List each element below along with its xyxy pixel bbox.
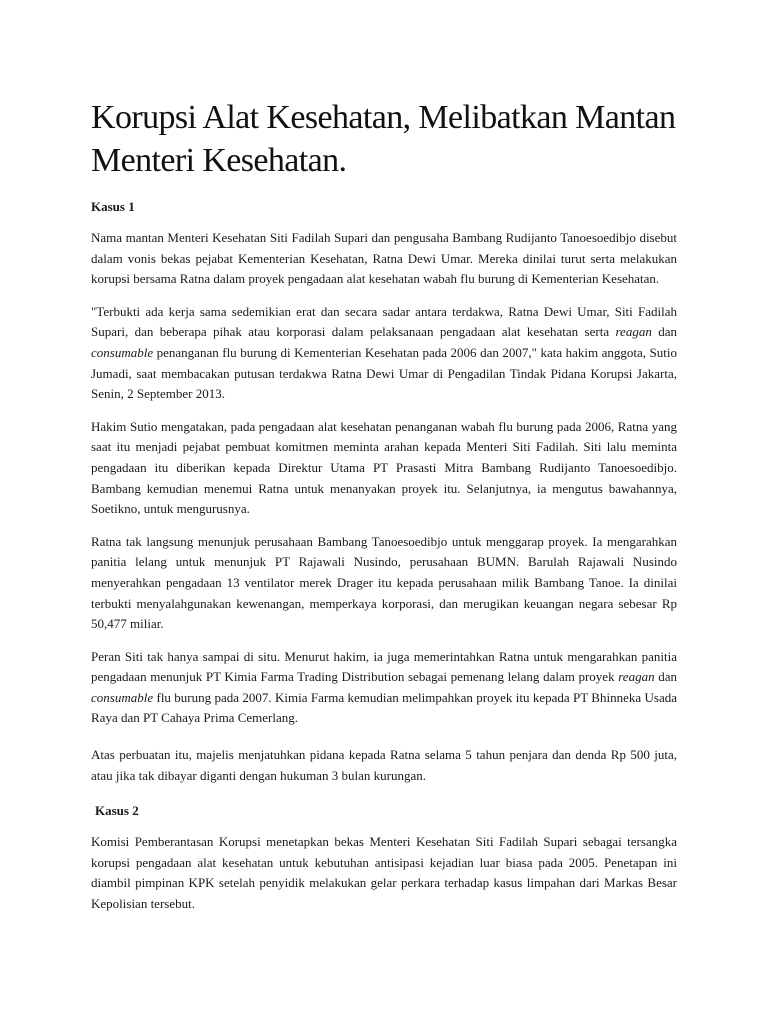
italic-term-reagan: reagan xyxy=(618,669,655,685)
case-1-heading: Kasus 1 xyxy=(91,199,135,214)
case-1-paragraph-1: Nama mantan Menteri Kesehatan Siti Fadilah Supari dan pengusaha Bambang Rudijanto Tanoesoedibjo disebut dalam vonis bekas pejabat Kementerian Kesehatan, Ratna Dewi Umar. Mereka dinilai turut serta melakukan korupsi bersama Ratna dalam proyek pengadaan alat kesehatan wabah flu burung di Kementerian Kesehatan. xyxy=(91,230,677,287)
paragraph-text: "Terbukti ada kerja sama sedemikian erat dan secara sadar antara terdakwa, Ratna Dewi Umar, Siti Fadilah Supari, dan beberapa pihak atau korporasi dalam pelaksanaan pengadaan alat kesehatan serta xyxy=(91,303,677,340)
italic-term-reagan: reagan xyxy=(615,324,652,340)
paragraph-text: dan xyxy=(658,669,677,685)
paragraph-text: penanganan flu burung di Kementerian Kesehatan pada 2006 dan 2007," kata hakim anggota, Sutio Jumadi, saat membacakan putusan terdakwa Ratna Dewi Umar di Pengadilan Tindak Pidana Korupsi Jakarta, Senin, 2 September 2013. xyxy=(91,344,678,402)
case-2-heading: Kasus 2 xyxy=(95,803,139,819)
article-title: Korupsi Alat Kesehatan, Melibatkan Mantan Menteri Kesehatan. xyxy=(91,99,676,179)
case-2-paragraph-1: Komisi Pemberantasan Korupsi menetapkan bekas Menteri Kesehatan Siti Fadilah Supari sebagai tersangka korupsi pengadaan alat kesehatan untuk kebutuhan antisipasi kejadian luar biasa pada 2005. Penetapan ini diambil pimpinan KPK setelah penyidik melakukan gelar perkara terhadap kasus limpahan dari Markas Besar Kepolisian tersebut. xyxy=(91,834,677,912)
case-1-paragraph-3: Hakim Sutio mengatakan, pada pengadaan alat kesehatan penanganan wabah flu burung pada 2006, Ratna yang saat itu menjadi pejabat pembuat komitmen meminta arahan kepada Menteri Siti Fadilah. Siti lalu meminta pengadaan itu diberikan kepada Direktur Utama PT Prasasti Mitra Bambang Rudijanto Tanoesoedibjo. Bambang kemudian menemui Ratna untuk menanyakan proyek itu. Selanjutnya, ia mengutus bawahannya, Soetikno, untuk mengurusnya. xyxy=(91,418,677,517)
case-1-paragraph-5 xyxy=(91,647,677,729)
italic-term-consumable: consumable xyxy=(91,344,154,360)
case-1-paragraph-2 xyxy=(91,302,677,405)
case-1-paragraph-4: Ratna tak langsung menunjuk perusahaan Bambang Tanoesoedibjo untuk menggarap proyek. Ia mengarahkan panitia lelang untuk menunjuk PT Rajawali Nusindo, perusahaan BUMN. Barulah Rajawali Nusindo menyerahkan pengadaan 13 ventilator merek Drager itu kepada perusahaan milik Bambang Tanoe. Ia dinilai terbukti menyalahgunakan kewenangan, memperkaya korporasi, dan merugikan keuangan negara sebesar Rp 50,477 miliar. xyxy=(91,533,677,632)
paragraph-text: Peran Siti tak hanya sampai di situ. Menurut hakim, ia juga memerintahkan Ratna untuk mengarahkan panitia pengadaan menunjuk PT Kimia Farma Trading Distribution sebagai pemenang lelang dalam proyek xyxy=(91,648,677,685)
paragraph-text: flu burung pada 2007. Kimia Farma kemudian melimpahkan proyek itu kepada PT Bhinneka Usada Raya dan PT Cahaya Prima Cemerlang. xyxy=(91,689,677,726)
paragraph-text: dan xyxy=(658,324,678,340)
italic-term-consumable: consumable xyxy=(91,689,154,705)
case-1-paragraph-6: Atas perbuatan itu, majelis menjatuhkan pidana kepada Ratna selama 5 tahun penjara dan denda Rp 500 juta, atau jika tak dibayar diganti dengan hukuman 3 bulan kurungan. xyxy=(91,747,677,783)
document-page xyxy=(91,96,677,927)
